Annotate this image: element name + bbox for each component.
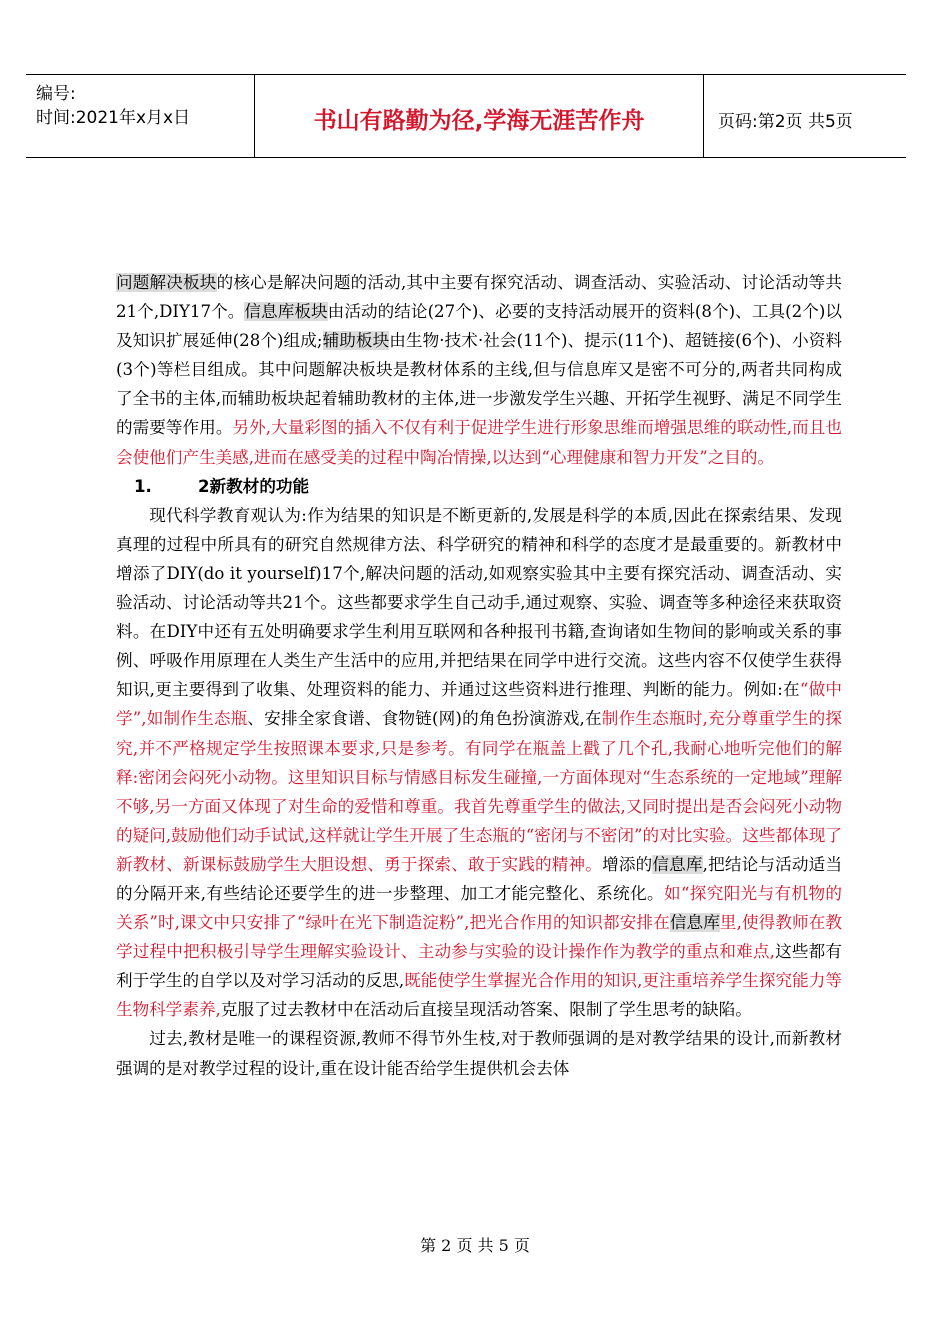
header-left-cell xyxy=(26,75,255,157)
header-motto-cell xyxy=(255,75,704,157)
term-auxiliary: 辅助板块 xyxy=(322,331,390,351)
term-info-library-3: 信息库 xyxy=(669,913,720,933)
heading-text: 2新教材的功能 xyxy=(198,476,310,496)
code-label: 编号: xyxy=(36,84,76,104)
motto-text: 书山有路勤为径,学海无涯苦作舟 xyxy=(313,108,645,134)
paragraph-structure xyxy=(116,268,842,472)
p2-text-a: 现代科学教育观认为:作为结果的知识是不断更新的,发展是科学的本质,因此在探索结果、发现真理的过程中所具有的研究自然规律方法、科学研究的精神和科学的态度才是最重要的。新教材中增添了DIY(do it yourself)17个,解决问题的活动,如观察实验其中主要有探究活动、调查活动、实验活动、讨论活动等共21个。这些都要求学生自己动手,通过观察、实验、调查等多种途径来获取资料。在DIY中还有五处明确要求学生利用互联网和各种报刊书籍,查询诸如生物间的影响或关系的事例、呼吸作用原理在人类生产生活中的应用,并把结果在同学中进行交流。这些内容不仅使学生获得知识,更主要得到了收集、处理资料的能力、并通过这些资料进行推理、判断的能力。例如:在 xyxy=(116,505,842,700)
p2-text-d: ,把结论与活动适当的分隔开来,有些结论还要学生的进一步整理、加工才能完整化、系统化。 xyxy=(116,854,843,903)
document-body xyxy=(116,268,842,1083)
p1-text-a: 的核心是解决问题的活动,其中主要有探究活动、调查活动、实验活动、讨论活动等共21个,DIY17个。 xyxy=(116,273,843,322)
term-info-library-2: 信息库 xyxy=(652,854,703,874)
p1-text-b: 由活动的结论(27个)、必要的支持活动展开的资料(8个)、工具(2个)以及知识扩展延伸(28个)组成; xyxy=(116,302,842,351)
p2-text-f: 克服了过去教材中在活动后直接呈现活动答案、限制了学生思考的缺陷。 xyxy=(220,1000,752,1020)
paragraph-past xyxy=(116,1024,842,1082)
header-page-cell xyxy=(704,75,906,157)
p3-text: 过去,教材是唯一的课程资源,教师不得节外生枝,对于教师强调的是对教学结果的设计,而新教材强调的是对教学过程的设计,重在设计能否给学生提供机会去体 xyxy=(116,1029,842,1078)
p1-red-text: 另外,大量彩图的插入不仅有利于促进学生进行形象思维而增强思维的联动性,而且也会使他们产生美感,进而在感受美的过程中陶冶情操,以达到“心理健康和智力开发”之目的。 xyxy=(116,418,842,467)
p2-red-c: 如“探究阳光与有机物的关系”时,课文中只安排了“绿叶在光下制造淀粉”,把光合作用的知识都安排在 xyxy=(116,883,842,933)
paragraph-function xyxy=(116,501,842,1025)
section-heading xyxy=(116,472,842,501)
p2-red-b: 制作生态瓶时,充分尊重学生的探究,并不严格规定学生按照课本要求,只是参考。有同学在瓶盖上戳了几个孔,我耐心地听完他们的解释:密闭会闷死小动物。这里知识目标与情感目标发生碰撞,一方面体现对“生态系统的一定地域”理解不够,另一方面又体现了对生命的爱惜和尊重。我首先尊重学生的做法,又同时提出是否会闷死小动物的疑问,鼓励他们动手试试,这样就让学生开展了生态瓶的“密闭与不密闭”的对比实验。这些都体现了新教材、新课标鼓励学生大胆设想、勇于探索、敢于实践的精神。 xyxy=(116,709,842,874)
p2-red-e: 既能使学生掌握光合作用的知识,更注重培养学生探究能力等生物科学素养, xyxy=(116,971,842,1020)
page-info: 页码:第2页 共5页 xyxy=(718,112,853,132)
term-info-library: 信息库板块 xyxy=(244,302,328,322)
term-problem-solving: 问题解决板块 xyxy=(116,273,217,292)
p2-text-c: 增添的 xyxy=(602,854,653,874)
time-label: 时间:2021年x月x日 xyxy=(36,108,191,128)
p2-text-b: 、安排全家食谱、食物链(网)的角色扮演游戏,在 xyxy=(247,709,602,729)
heading-number: 1. xyxy=(134,476,152,496)
p2-text-e: 这些都有利于学生的自学以及对学习活动的反思, xyxy=(116,942,842,991)
p2-red-d: 里,使得教师在教学过程中把积极引导学生理解实验设计、主动参与实验的设计操作作为教学的重点和难点, xyxy=(116,913,843,962)
p1-text-c: 由生物·技术·社会(11个)、提示(11个)、超链接(6个)、小资料(3个)等栏目组成。其中问题解决板块是教材体系的主线,但与信息库又是密不可分的,两者共同构成了全书的主体,而辅助板块起着辅助教材的主体,进一步激发学生兴趣、开拓学生视野、满足不同学生的需要等作用。 xyxy=(116,331,842,438)
document-header xyxy=(26,74,906,158)
page-footer: 第 2 页 共 5 页 xyxy=(420,1236,530,1255)
p2-red-a: “做中学”,如制作生态瓶 xyxy=(116,680,842,729)
